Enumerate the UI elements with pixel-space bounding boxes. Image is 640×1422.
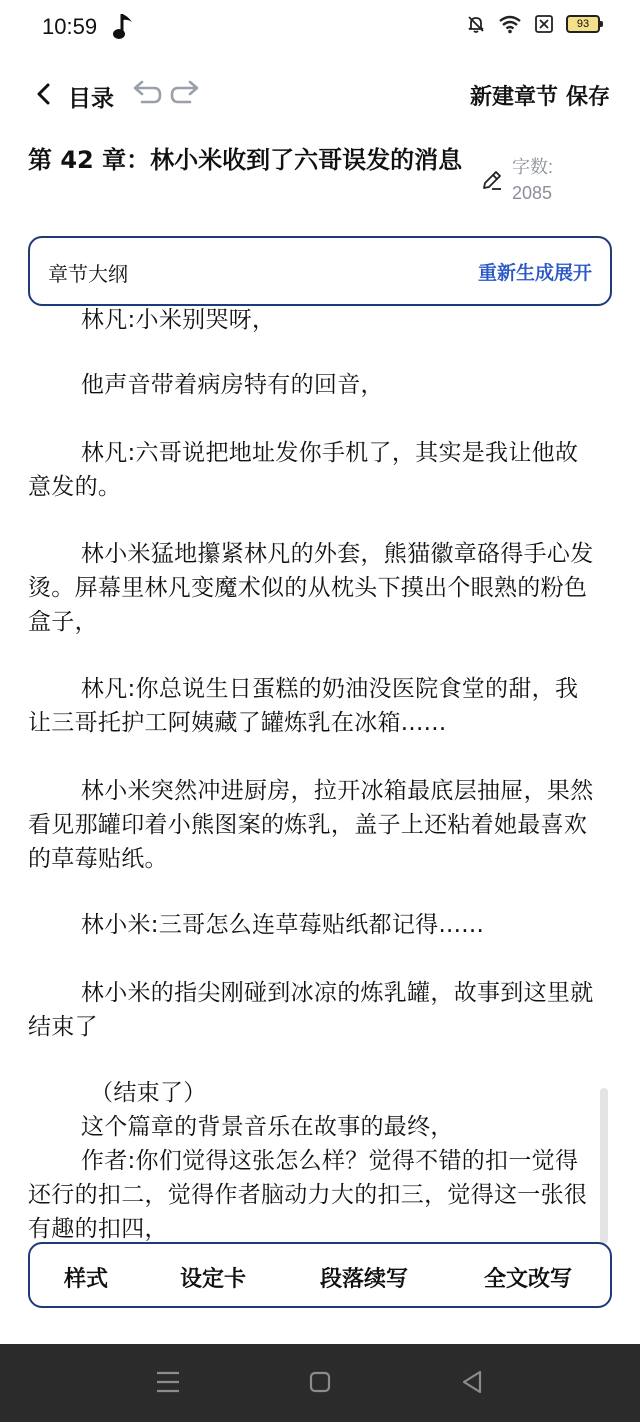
editor-toolbar [0, 68, 640, 120]
paragraph: 林小米:三哥怎么连草莓贴纸都记得...... [80, 912, 485, 938]
continue-paragraph-button[interactable]: 段落续写 [320, 1267, 409, 1292]
word-count-value: 2085 [512, 183, 553, 203]
toc-button[interactable]: 目录 [68, 86, 114, 112]
chapter-title[interactable]: 第 42 章：林小米收到了六哥误发的消息 [28, 146, 463, 174]
paragraph: 林凡:六哥说把地址发你手机了，其实是我让他故意发的。 [28, 440, 579, 500]
paragraph: 这个篇章的背景音乐在故事的最终， [80, 1114, 454, 1140]
outline-label: 章节大纲 [48, 262, 128, 286]
status-bar [0, 0, 640, 56]
back-icon[interactable] [460, 1370, 484, 1398]
battery-icon: 93 [566, 15, 600, 33]
chapter-content-editor[interactable] [0, 300, 640, 1245]
regenerate-expand-button[interactable]: 重新生成展开 [477, 262, 592, 284]
mute-bell-icon [466, 14, 486, 34]
chevron-left-icon [34, 82, 54, 106]
paragraph: 作者:你们觉得这张怎么样？觉得不错的扣一觉得还行的扣二，觉得作者脑动力大的扣三，觉得这一张很有趣的扣四， [28, 1148, 588, 1242]
redo-button[interactable] [170, 80, 204, 108]
status-time: 10:59 [42, 14, 98, 39]
paragraph: 林小米猛地攥紧林凡的外套，熊猫徽章硌得手心发烫。屏幕里林凡变魔术似的从枕头下摸出个眼熟的粉色盒子， [28, 541, 594, 635]
bottom-action-bar [28, 1242, 612, 1308]
style-button[interactable]: 样式 [64, 1267, 109, 1292]
redo-icon [170, 80, 204, 108]
save-button[interactable]: 保存 [566, 85, 611, 110]
paragraph: 林小米突然冲进厨房，拉开冰箱最底层抽屉，果然看见那罐印着小熊图案的炼乳，盖子上还粘着她最喜欢的草莓贴纸。 [28, 778, 594, 872]
word-count [512, 154, 592, 206]
home-icon[interactable] [309, 1370, 331, 1398]
undo-button[interactable] [128, 80, 162, 108]
music-note-icon [112, 12, 136, 42]
wifi-icon [498, 14, 522, 34]
edit-pencil-icon[interactable] [480, 168, 504, 192]
paragraph: 林凡:小米别哭呀， [80, 307, 276, 333]
content-scrollbar[interactable] [600, 1088, 608, 1244]
chapter-outline-panel[interactable] [28, 236, 612, 306]
paragraph: （结束了） [90, 1080, 207, 1106]
paragraph: 林小米的指尖刚碰到冰凉的炼乳罐，故事到这里就结束了 [28, 980, 594, 1040]
sim-card-icon [534, 14, 554, 34]
setting-card-button[interactable]: 设定卡 [180, 1267, 247, 1292]
paragraph: 他声音带着病房特有的回音， [80, 372, 384, 398]
rewrite-all-button[interactable]: 全文改写 [484, 1267, 573, 1292]
paragraph: 林凡:你总说生日蛋糕的奶油没医院食堂的甜，我让三哥托护工阿姨藏了罐炼乳在冰箱...... [28, 676, 579, 736]
system-navigation-bar [0, 1344, 640, 1422]
undo-icon [128, 80, 162, 108]
back-button[interactable] [28, 78, 60, 110]
new-chapter-button[interactable]: 新建章节 [470, 85, 559, 110]
menu-icon[interactable] [155, 1370, 181, 1398]
word-count-label: 字数: [512, 157, 554, 177]
